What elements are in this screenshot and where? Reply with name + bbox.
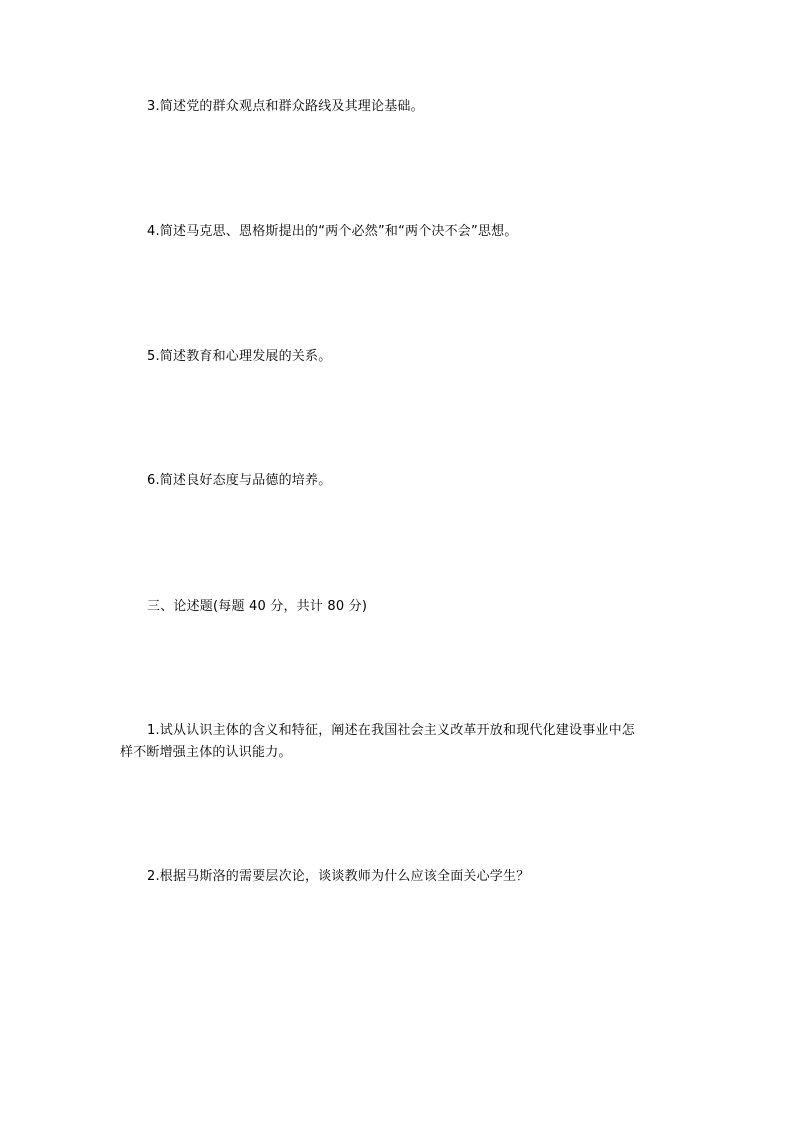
question-5: 5.简述教育和心理发展的关系。 [147, 349, 332, 364]
essay-question-2: 2.根据马斯洛的需要层次论，谈谈教师为什么应该全面关心学生？ [147, 869, 530, 884]
essay-question-1-line-1: 1.试从认识主体的含义和特征，阐述在我国社会主义改革开放和现代化建设事业中怎 [147, 723, 636, 738]
question-3: 3.简述党的群众观点和群众路线及其理论基础。 [147, 99, 424, 114]
essay-question-1-line-2: 样不断增强主体的认识能力。 [120, 745, 292, 760]
question-6: 6.简述良好态度与品德的培养。 [147, 473, 332, 488]
section-heading-essay: 三、论述题(每题 40 分，共计 80 分) [147, 599, 368, 614]
question-4: 4.简述马克思、恩格斯提出的“两个必然”和“两个决不会”思想。 [147, 224, 518, 239]
